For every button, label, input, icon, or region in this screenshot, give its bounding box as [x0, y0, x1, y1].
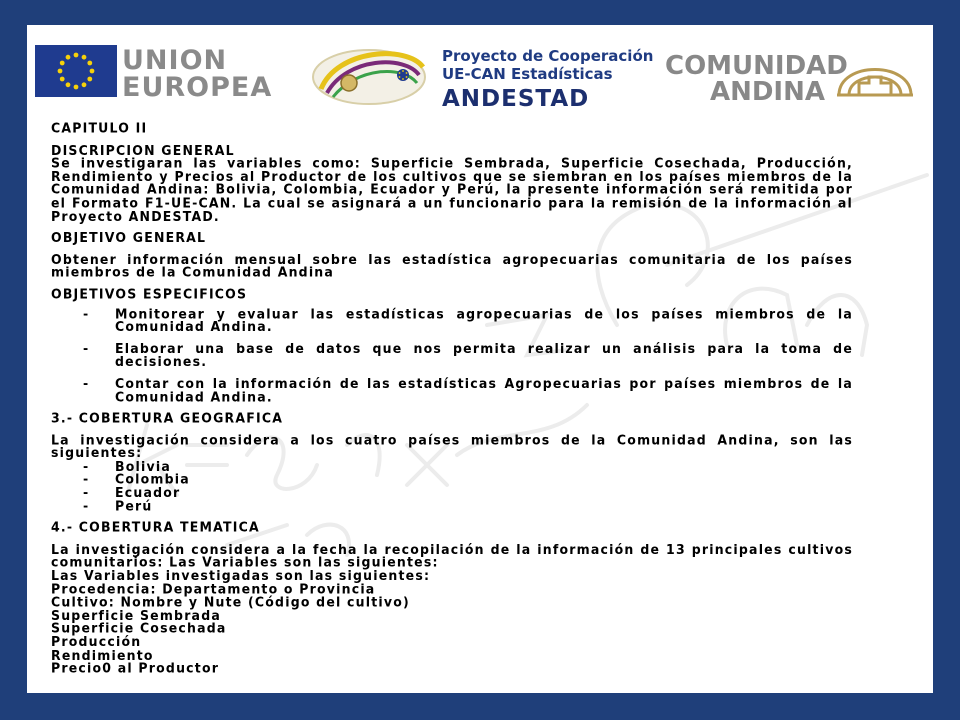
- variable-line: Las Variables investigadas son las siguientes:: [51, 567, 431, 584]
- geographic-coverage-intro: La investigación considera a los cuatro países miembros de la Comunidad Andina, son las siguientes:: [51, 431, 853, 461]
- chapter-heading: CAPITULO II: [51, 120, 148, 136]
- bullet-dash: -: [83, 305, 90, 322]
- variable-line: Superficie Cosechada: [51, 620, 227, 637]
- country-name: Perú: [115, 497, 153, 514]
- thematic-coverage-heading: 4.- COBERTURA TEMATICA: [51, 519, 260, 536]
- slide-frame: [27, 25, 933, 693]
- objective-item: [51, 342, 853, 368]
- bullet-dash: -: [83, 458, 90, 474]
- geographic-coverage-heading: 3.- COBERTURA GEOGRAFICA: [51, 410, 284, 426]
- objective-text: Elaborar una base de datos que nos permita realizar un análisis para la toma de decisiones.: [115, 340, 853, 370]
- bullet-dash: -: [83, 471, 90, 488]
- objective-text: Monitorear y evaluar las estadísticas agropecuarias de los países miembros de la Comunidad Andina.: [115, 305, 853, 335]
- country-name: Ecuador: [115, 484, 181, 501]
- thematic-coverage-intro: La investigación considera a la fecha la recopilación de la información de 13 principales cultivos comunitarios: Las Variables son las siguientes:: [51, 541, 853, 571]
- general-objective-text: Obtener información mensual sobre las estadística agropecuarias comunitaria de los países miembros de la Comunidad Andina: [51, 251, 853, 281]
- objective-text: Contar con la información de las estadísticas Agropecuarias por países miembros de la Comunidad Andina.: [115, 375, 853, 405]
- country-item: [51, 497, 853, 514]
- variable-line: Producción: [51, 633, 142, 650]
- eu-logo-text: UNION EUROPEA: [122, 45, 273, 103]
- general-description-heading: DISCRIPCION GENERAL: [51, 141, 235, 158]
- country-name: Bolivia: [115, 458, 171, 474]
- country-item: [51, 484, 853, 501]
- country-name: Colombia: [115, 471, 190, 488]
- bullet-dash: -: [83, 497, 90, 514]
- bullet-dash: -: [83, 484, 90, 501]
- variable-line: Procedencia: Departamento o Provincia: [51, 580, 376, 597]
- general-description-text: Se investigaran las variables como: Superficie Sembrada, Superficie Cosechada, Producción, Rendimiento y Precios al Productor de los cultivos que se siembran en los países miembros de la Comunidad Andina: Bolivia, Colombia, Ecuador y Perú, la presente información será remitida por el Formato F1-UE-CAN. La cual se asignará a un funcionario para la remisión de la información al Proyecto ANDESTAD.: [51, 154, 853, 224]
- eu-flag-icon: [35, 45, 117, 97]
- general-objective-heading: OBJETIVO GENERAL: [51, 229, 207, 246]
- variable-line: Superficie Sembrada: [51, 607, 221, 623]
- variable-line: Cultivo: Nombre y Nute (Código del cultivo): [51, 593, 410, 610]
- bullet-dash: -: [83, 375, 90, 391]
- objective-item: [51, 377, 853, 403]
- header-logos: [27, 25, 933, 125]
- project-title: Proyecto de Cooperación UE-CAN Estadísticas ANDESTAD: [442, 47, 654, 112]
- variable-line: Precio0 al Productor: [51, 660, 220, 676]
- specific-objectives-heading: OBJETIVOS ESPECIFICOS: [51, 285, 248, 302]
- variable-line: Rendimiento: [51, 646, 154, 663]
- bullet-dash: -: [83, 340, 90, 357]
- andestad-emblem-icon: [307, 45, 437, 107]
- objective-item: [51, 305, 853, 335]
- document-body: [51, 117, 853, 675]
- comunidad-andina-logo-icon: [835, 51, 915, 99]
- can-logo-text: COMUNIDAD ANDINA: [665, 51, 848, 107]
